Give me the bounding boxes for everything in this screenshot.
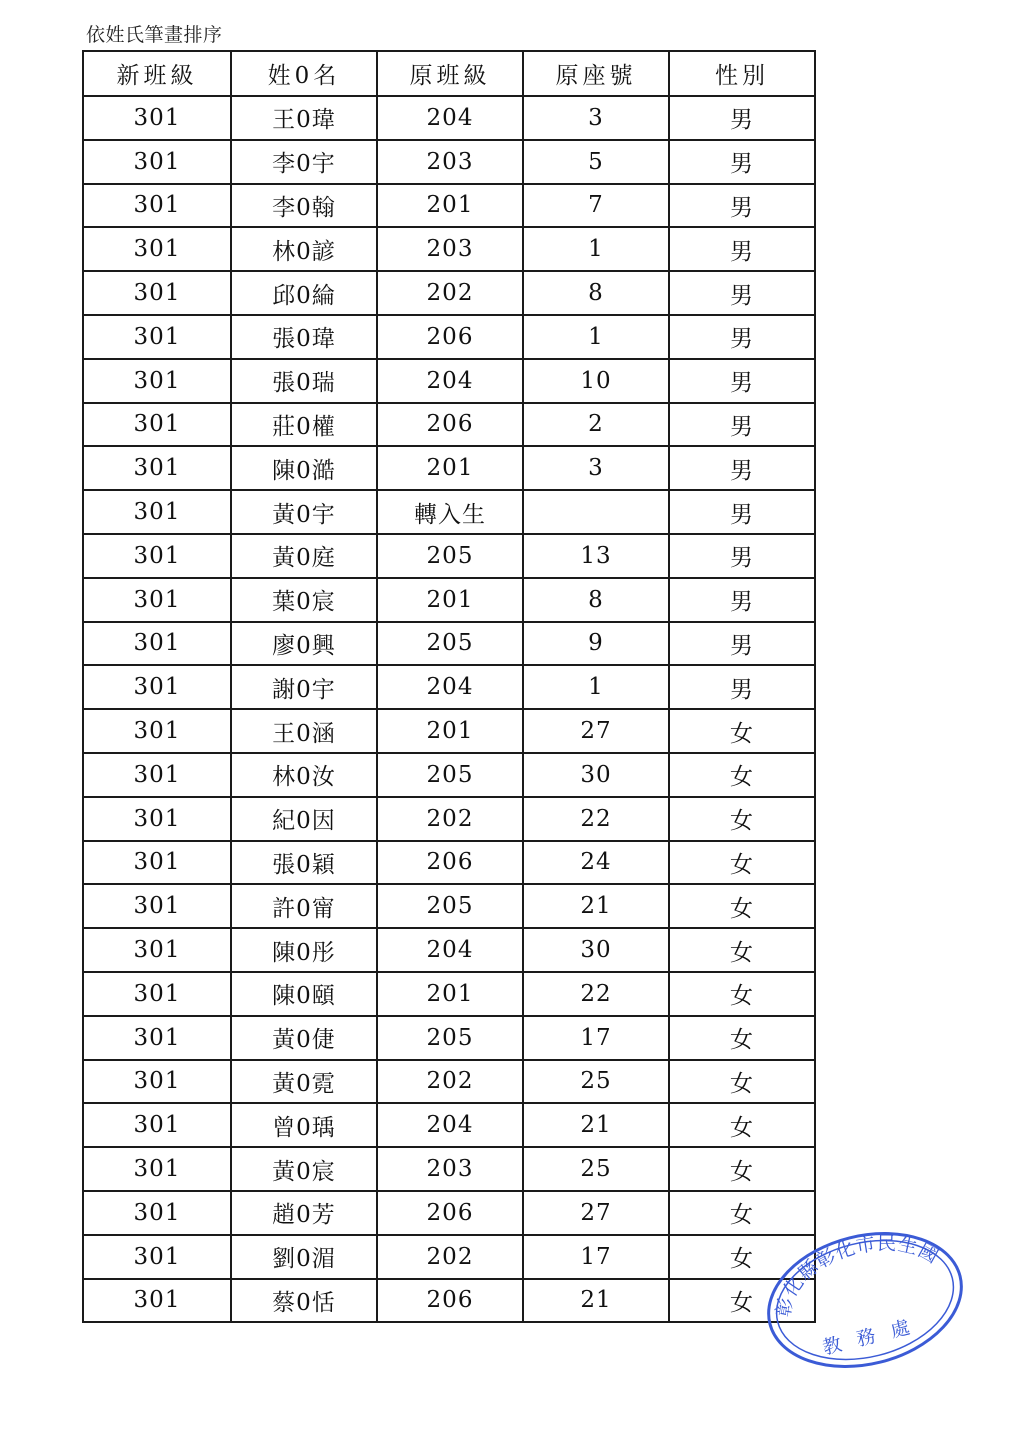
cell-name: 李0翰 (231, 184, 377, 228)
table-row (83, 227, 815, 271)
cell-orig-class: 201 (377, 709, 523, 753)
cell-new-class: 301 (83, 1060, 231, 1104)
cell-gender: 男 (669, 315, 815, 359)
cell-gender: 男 (669, 403, 815, 447)
cell-orig-class: 203 (377, 1147, 523, 1191)
cell-new-class: 301 (83, 534, 231, 578)
cell-orig-class: 206 (377, 841, 523, 885)
cell-orig-class: 202 (377, 797, 523, 841)
cell-gender: 女 (669, 884, 815, 928)
cell-new-class: 301 (83, 1235, 231, 1279)
cell-new-class: 301 (83, 403, 231, 447)
seal-bottom-text: 教務處 (820, 1312, 928, 1360)
cell-orig-class: 204 (377, 359, 523, 403)
cell-orig-class: 204 (377, 928, 523, 972)
cell-new-class: 301 (83, 227, 231, 271)
cell-orig-seat: 21 (523, 884, 669, 928)
cell-new-class: 301 (83, 271, 231, 315)
cell-gender: 男 (669, 446, 815, 490)
cell-orig-seat: 30 (523, 753, 669, 797)
cell-orig-class: 201 (377, 184, 523, 228)
cell-name: 蔡0恬 (231, 1279, 377, 1323)
table-row (83, 753, 815, 797)
cell-orig-class: 轉入生 (377, 490, 523, 534)
cell-gender: 男 (669, 359, 815, 403)
table-body (83, 96, 815, 1322)
cell-gender: 女 (669, 1016, 815, 1060)
cell-new-class: 301 (83, 709, 231, 753)
cell-orig-seat: 25 (523, 1060, 669, 1104)
cell-new-class: 301 (83, 578, 231, 622)
cell-orig-seat: 17 (523, 1016, 669, 1060)
cell-new-class: 301 (83, 972, 231, 1016)
cell-orig-seat: 3 (523, 96, 669, 140)
table-header-row (83, 51, 815, 96)
cell-orig-class: 201 (377, 578, 523, 622)
table-row (83, 184, 815, 228)
cell-new-class: 301 (83, 1279, 231, 1323)
cell-orig-seat (523, 490, 669, 534)
cell-orig-seat: 17 (523, 1235, 669, 1279)
table-row (83, 972, 815, 1016)
cell-name: 王0瑋 (231, 96, 377, 140)
cell-gender: 男 (669, 622, 815, 666)
cell-orig-class: 205 (377, 884, 523, 928)
cell-name: 曾0瑀 (231, 1103, 377, 1147)
cell-gender: 男 (669, 140, 815, 184)
cell-new-class: 301 (83, 184, 231, 228)
table-row (83, 446, 815, 490)
cell-orig-seat: 3 (523, 446, 669, 490)
table-row (83, 359, 815, 403)
cell-orig-seat: 1 (523, 227, 669, 271)
cell-name: 張0瑞 (231, 359, 377, 403)
cell-gender: 女 (669, 797, 815, 841)
header-name: 姓0名 (231, 51, 377, 96)
cell-orig-class: 204 (377, 1103, 523, 1147)
cell-new-class: 301 (83, 622, 231, 666)
table-row (83, 665, 815, 709)
cell-orig-seat: 21 (523, 1279, 669, 1323)
cell-new-class: 301 (83, 1016, 231, 1060)
cell-name: 廖0興 (231, 622, 377, 666)
cell-orig-seat: 24 (523, 841, 669, 885)
cell-new-class: 301 (83, 1147, 231, 1191)
cell-orig-class: 202 (377, 1060, 523, 1104)
cell-orig-seat: 22 (523, 797, 669, 841)
cell-gender: 女 (669, 1103, 815, 1147)
cell-gender: 男 (669, 665, 815, 709)
header-orig-class: 原班級 (377, 51, 523, 96)
cell-name: 林0汝 (231, 753, 377, 797)
cell-new-class: 301 (83, 753, 231, 797)
cell-new-class: 301 (83, 315, 231, 359)
cell-name: 李0宇 (231, 140, 377, 184)
cell-name: 陳0彤 (231, 928, 377, 972)
cell-new-class: 301 (83, 446, 231, 490)
table-row (83, 1103, 815, 1147)
page-caption: 依姓氏筆畫排序 (86, 24, 223, 46)
cell-gender: 男 (669, 490, 815, 534)
cell-orig-seat: 21 (523, 1103, 669, 1147)
table-row (83, 315, 815, 359)
cell-orig-class: 201 (377, 446, 523, 490)
cell-name: 謝0宇 (231, 665, 377, 709)
table-row (83, 797, 815, 841)
cell-orig-class: 204 (377, 665, 523, 709)
cell-orig-class: 206 (377, 315, 523, 359)
cell-orig-seat: 5 (523, 140, 669, 184)
cell-orig-class: 201 (377, 972, 523, 1016)
cell-orig-class: 205 (377, 534, 523, 578)
cell-name: 莊0權 (231, 403, 377, 447)
table-row (83, 1016, 815, 1060)
table-row (83, 1279, 815, 1323)
cell-orig-class: 206 (377, 1279, 523, 1323)
cell-orig-class: 202 (377, 271, 523, 315)
cell-name: 張0穎 (231, 841, 377, 885)
table-row (83, 1235, 815, 1279)
cell-name: 黃0霓 (231, 1060, 377, 1104)
cell-gender: 女 (669, 753, 815, 797)
cell-name: 黃0倢 (231, 1016, 377, 1060)
cell-new-class: 301 (83, 359, 231, 403)
cell-orig-seat: 1 (523, 315, 669, 359)
table-row (83, 1060, 815, 1104)
cell-name: 陳0頤 (231, 972, 377, 1016)
cell-orig-seat: 8 (523, 271, 669, 315)
seal-top-text: 彰化縣彰化市民生國民小學 (772, 1232, 943, 1319)
table-row (83, 709, 815, 753)
cell-orig-class: 204 (377, 96, 523, 140)
cell-orig-seat: 8 (523, 578, 669, 622)
cell-name: 林0諺 (231, 227, 377, 271)
cell-gender: 女 (669, 1235, 815, 1279)
cell-orig-seat: 2 (523, 403, 669, 447)
cell-name: 黃0宇 (231, 490, 377, 534)
cell-name: 劉0湄 (231, 1235, 377, 1279)
cell-orig-seat: 22 (523, 972, 669, 1016)
cell-name: 陳0澔 (231, 446, 377, 490)
cell-gender: 男 (669, 184, 815, 228)
header-orig-seat: 原座號 (523, 51, 669, 96)
cell-name: 葉0宸 (231, 578, 377, 622)
table-row (83, 1147, 815, 1191)
cell-orig-class: 203 (377, 227, 523, 271)
header-gender: 性別 (669, 51, 815, 96)
cell-gender: 男 (669, 96, 815, 140)
table-row (83, 1191, 815, 1235)
cell-gender: 女 (669, 972, 815, 1016)
cell-orig-seat: 30 (523, 928, 669, 972)
cell-new-class: 301 (83, 884, 231, 928)
table-row (83, 841, 815, 885)
table-row (83, 622, 815, 666)
cell-orig-seat: 7 (523, 184, 669, 228)
table-row (83, 884, 815, 928)
cell-gender: 女 (669, 928, 815, 972)
cell-new-class: 301 (83, 797, 231, 841)
table-row (83, 578, 815, 622)
header-new-class: 新班級 (83, 51, 231, 96)
cell-gender: 男 (669, 271, 815, 315)
cell-orig-seat: 27 (523, 709, 669, 753)
table-row (83, 534, 815, 578)
cell-new-class: 301 (83, 490, 231, 534)
cell-name: 趙0芳 (231, 1191, 377, 1235)
cell-orig-seat: 1 (523, 665, 669, 709)
cell-new-class: 301 (83, 1103, 231, 1147)
cell-orig-class: 206 (377, 403, 523, 447)
cell-gender: 女 (669, 1060, 815, 1104)
table-row (83, 928, 815, 972)
cell-new-class: 301 (83, 1191, 231, 1235)
table-row (83, 96, 815, 140)
cell-new-class: 301 (83, 96, 231, 140)
cell-orig-seat: 9 (523, 622, 669, 666)
cell-gender: 女 (669, 709, 815, 753)
school-seal-stamp (760, 1225, 970, 1375)
cell-orig-class: 206 (377, 1191, 523, 1235)
class-roster-table (82, 50, 816, 1323)
cell-gender: 女 (669, 1279, 815, 1323)
cell-new-class: 301 (83, 841, 231, 885)
table-row (83, 490, 815, 534)
cell-orig-class: 202 (377, 1235, 523, 1279)
table-row (83, 140, 815, 184)
cell-name: 王0涵 (231, 709, 377, 753)
cell-orig-class: 205 (377, 753, 523, 797)
cell-gender: 女 (669, 1147, 815, 1191)
cell-name: 邱0綸 (231, 271, 377, 315)
cell-new-class: 301 (83, 140, 231, 184)
cell-new-class: 301 (83, 665, 231, 709)
cell-name: 黃0宸 (231, 1147, 377, 1191)
cell-orig-class: 205 (377, 1016, 523, 1060)
cell-gender: 女 (669, 841, 815, 885)
cell-gender: 男 (669, 227, 815, 271)
cell-orig-class: 203 (377, 140, 523, 184)
cell-orig-seat: 13 (523, 534, 669, 578)
cell-name: 許0甯 (231, 884, 377, 928)
cell-orig-class: 205 (377, 622, 523, 666)
cell-name: 紀0因 (231, 797, 377, 841)
cell-orig-seat: 10 (523, 359, 669, 403)
cell-name: 張0瑋 (231, 315, 377, 359)
cell-name: 黃0庭 (231, 534, 377, 578)
cell-gender: 男 (669, 534, 815, 578)
table-row (83, 271, 815, 315)
cell-gender: 男 (669, 578, 815, 622)
table-row (83, 403, 815, 447)
cell-orig-seat: 27 (523, 1191, 669, 1235)
cell-orig-seat: 25 (523, 1147, 669, 1191)
cell-new-class: 301 (83, 928, 231, 972)
cell-gender: 女 (669, 1191, 815, 1235)
